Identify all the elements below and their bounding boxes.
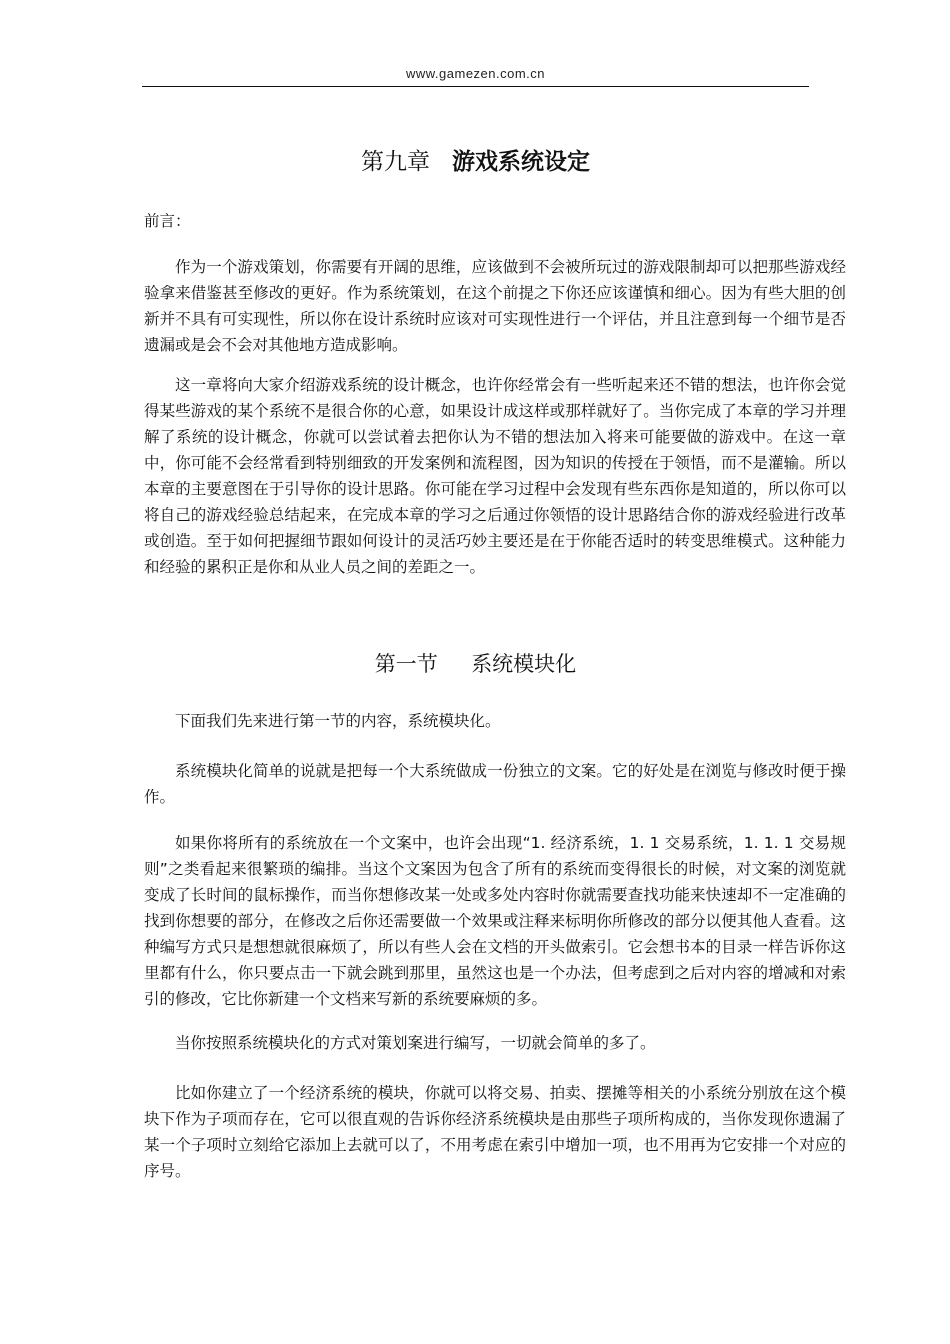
- header-url: www.gamezen.com.cn: [405, 66, 546, 81]
- chapter-name: 游戏系统设定: [451, 149, 590, 175]
- section-number: 第一节: [374, 652, 438, 676]
- section-title: [142, 648, 809, 680]
- section-paragraph-2-block: [144, 758, 846, 810]
- preface-label-block: [144, 208, 846, 234]
- preface-paragraph: 这一章将向大家介绍游戏系统的设计概念，也许你经常会有一些听起来还不错的想法，也许你会觉得某些游戏的某个系统不是很合你的心意，如果设计成这样或那样就好了。当你完成了本章的学习并理解了系统的设计概念，你就可以尝试着去把你认为不错的想法加入将来可能要做的游戏中。在这一章中，你可能不会经常看到特别细致的开发案例和流程图，因为知识的传授在于领悟，而不是灌输。所以本章的主要意图在于引导你的设计思路。你可能在学习过程中会发现有些东西你是知道的，所以你可以将自己的游戏经验总结起来，在完成本章的学习之后通过你领悟的设计思路结合你的游戏经验进行改革或创造。至于如何把握细节跟如何设计的灵活巧妙主要还是在于你能否适时的转变思维模式。这种能力和经验的累积正是你和从业人员之间的差距之一。: [144, 376, 846, 576]
- section-name: 系统模块化: [471, 652, 577, 676]
- preface-label: 前言：: [144, 212, 191, 230]
- section-paragraph: 下面我们先来进行第一节的内容，系统模块化。: [175, 712, 501, 730]
- preface-paragraph-1-block: [144, 254, 846, 358]
- section-paragraph-1-block: [144, 708, 846, 734]
- section-paragraph: 比如你建立了一个经济系统的模块，你就可以将交易、拍卖、摆摊等相关的小系统分别放在这个模块下作为子项而存在，它可以很直观的告诉你经济系统模块是由那些子项所构成的，当你发现你遗漏了某一个子项时立刻给它添加上去就可以了，不用考虑在索引中增加一项，也不用再为它安排一个对应的序号。: [144, 1084, 846, 1180]
- preface-paragraph-2-block: [144, 372, 846, 580]
- section-paragraph-3-block: [144, 830, 846, 1012]
- header-divider: [142, 86, 809, 87]
- section-paragraph-4-block: [144, 1030, 846, 1056]
- chapter-title: [142, 146, 809, 178]
- preface-paragraph: 作为一个游戏策划，你需要有开阔的思维，应该做到不会被所玩过的游戏限制却可以把那些游戏经验拿来借鉴甚至修改的更好。作为系统策划，在这个前提之下你还应该谨慎和细心。因为有些大胆的创新并不具有可实现性，所以你在设计系统时应该对可实现性进行一个评估，并且注意到每一个细节是否遗漏或是会不会对其他地方造成影响。: [144, 258, 846, 354]
- chapter-number: 第九章: [361, 149, 431, 175]
- section-paragraph-5-block: [144, 1080, 846, 1184]
- section-paragraph: 系统模块化简单的说就是把每一个大系统做成一份独立的文案。它的好处是在浏览与修改时便于操作。: [144, 762, 846, 806]
- section-paragraph: 当你按照系统模块化的方式对策划案进行编写，一切就会简单的多了。: [175, 1034, 656, 1052]
- section-paragraph: 如果你将所有的系统放在一个文案中，也许会出现“1. 经济系统，1. 1 交易系统，1. 1. 1 交易规则”之类看起来很繁琐的编排。当这个文案因为包含了所有的系统而变得很长的时候，对文案的浏览就变成了长时间的鼠标操作，而当你想修改某一处或多处内容时你就需要查找功能来快速却不一定准确的找到你想要的部分，在修改之后你还需要做一个效果或注释来标明你所修改的部分以便其他人查看。这种编写方式只是想想就很麻烦了，所以有些人会在文档的开头做索引。它会想书本的目录一样告诉你这里都有什么，你只要点击一下就会跳到那里，虽然这也是一个办法，但考虑到之后对内容的增减和对索引的修改，它比你新建一个文档来写新的系统要麻烦的多。: [144, 834, 846, 1008]
